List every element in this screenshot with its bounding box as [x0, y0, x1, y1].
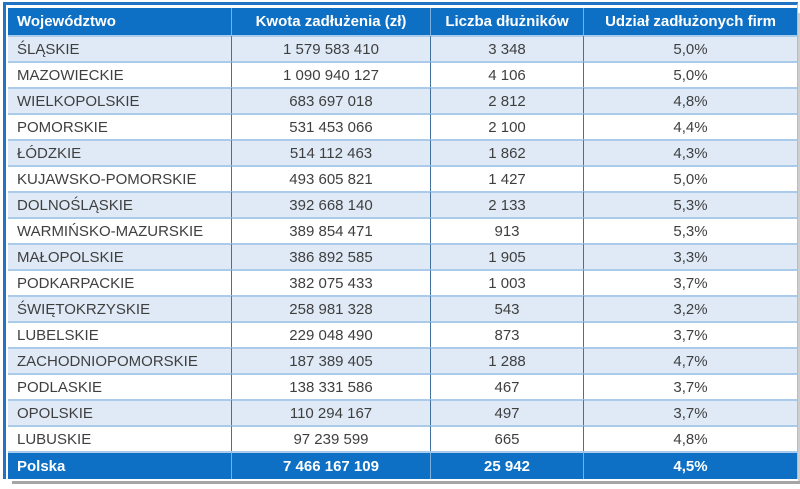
value-cell: 5,0% [583, 165, 797, 191]
value-cell: 97 239 599 [231, 425, 430, 451]
region-cell: MAZOWIECKIE [8, 61, 231, 87]
value-cell: 1 862 [430, 139, 583, 165]
value-cell: 4,8% [583, 425, 797, 451]
table-row [8, 425, 797, 451]
value-cell: 873 [430, 321, 583, 347]
value-cell: 2 812 [430, 87, 583, 113]
value-cell: 1 288 [430, 347, 583, 373]
table-row [8, 191, 797, 217]
table-row [8, 139, 797, 165]
table-row [8, 87, 797, 113]
value-cell: 386 892 585 [231, 243, 430, 269]
debt-table-graphic [3, 2, 798, 479]
value-cell: 5,0% [583, 61, 797, 87]
value-cell: 4,7% [583, 347, 797, 373]
region-cell: LUBUSKIE [8, 425, 231, 451]
total-row [8, 451, 797, 479]
region-cell: WIELKOPOLSKIE [8, 87, 231, 113]
value-cell: 389 854 471 [231, 217, 430, 243]
table-row [8, 113, 797, 139]
table-row [8, 399, 797, 425]
value-cell: 110 294 167 [231, 399, 430, 425]
region-cell: KUJAWSKO-POMORSKIE [8, 165, 231, 191]
value-cell: 3 348 [430, 35, 583, 61]
value-cell: 1 579 583 410 [231, 35, 430, 61]
table-row [8, 321, 797, 347]
column-header: Udział zadłużonych firm [583, 8, 797, 35]
column-header: Województwo [8, 8, 231, 35]
value-cell: 3,7% [583, 321, 797, 347]
table-header [8, 8, 797, 35]
region-cell: ZACHODNIOPOMORSKIE [8, 347, 231, 373]
value-cell: 2 100 [430, 113, 583, 139]
table-footer [8, 451, 797, 479]
region-cell: LUBELSKIE [8, 321, 231, 347]
total-value-cell: 4,5% [583, 451, 797, 479]
table-row [8, 347, 797, 373]
region-cell: MAŁOPOLSKIE [8, 243, 231, 269]
value-cell: 467 [430, 373, 583, 399]
value-cell: 493 605 821 [231, 165, 430, 191]
value-cell: 1 003 [430, 269, 583, 295]
value-cell: 514 112 463 [231, 139, 430, 165]
value-cell: 497 [430, 399, 583, 425]
value-cell: 4 106 [430, 61, 583, 87]
region-cell: ŚWIĘTOKRZYSKIE [8, 295, 231, 321]
table-row [8, 165, 797, 191]
value-cell: 138 331 586 [231, 373, 430, 399]
header-row [8, 8, 797, 35]
value-cell: 1 427 [430, 165, 583, 191]
value-cell: 2 133 [430, 191, 583, 217]
value-cell: 382 075 433 [231, 269, 430, 295]
value-cell: 1 905 [430, 243, 583, 269]
region-cell: ŚLĄSKIE [8, 35, 231, 61]
region-cell: WARMIŃSKO-MAZURSKIE [8, 217, 231, 243]
region-cell: OPOLSKIE [8, 399, 231, 425]
value-cell: 3,7% [583, 399, 797, 425]
total-label-cell: Polska [8, 451, 231, 479]
table-row [8, 269, 797, 295]
value-cell: 531 453 066 [231, 113, 430, 139]
region-cell: PODLASKIE [8, 373, 231, 399]
column-header: Liczba dłużników [430, 8, 583, 35]
table-row [8, 243, 797, 269]
total-value-cell: 25 942 [430, 451, 583, 479]
value-cell: 5,3% [583, 191, 797, 217]
table-row [8, 295, 797, 321]
value-cell: 5,0% [583, 35, 797, 61]
value-cell: 543 [430, 295, 583, 321]
region-cell: PODKARPACKIE [8, 269, 231, 295]
table-row [8, 35, 797, 61]
value-cell: 3,7% [583, 269, 797, 295]
value-cell: 3,7% [583, 373, 797, 399]
value-cell: 258 981 328 [231, 295, 430, 321]
table-row [8, 61, 797, 87]
value-cell: 229 048 490 [231, 321, 430, 347]
column-header: Kwota zadłużenia (zł) [231, 8, 430, 35]
table-row [8, 217, 797, 243]
region-cell: DOLNOŚLĄSKIE [8, 191, 231, 217]
value-cell: 187 389 405 [231, 347, 430, 373]
table-row [8, 373, 797, 399]
value-cell: 683 697 018 [231, 87, 430, 113]
value-cell: 392 668 140 [231, 191, 430, 217]
total-value-cell: 7 466 167 109 [231, 451, 430, 479]
table-body [8, 35, 797, 451]
voivodeship-debt-table [8, 8, 797, 479]
value-cell: 4,8% [583, 87, 797, 113]
value-cell: 4,3% [583, 139, 797, 165]
region-cell: ŁÓDZKIE [8, 139, 231, 165]
value-cell: 4,4% [583, 113, 797, 139]
value-cell: 3,3% [583, 243, 797, 269]
value-cell: 3,2% [583, 295, 797, 321]
value-cell: 913 [430, 217, 583, 243]
value-cell: 1 090 940 127 [231, 61, 430, 87]
value-cell: 665 [430, 425, 583, 451]
region-cell: POMORSKIE [8, 113, 231, 139]
value-cell: 5,3% [583, 217, 797, 243]
